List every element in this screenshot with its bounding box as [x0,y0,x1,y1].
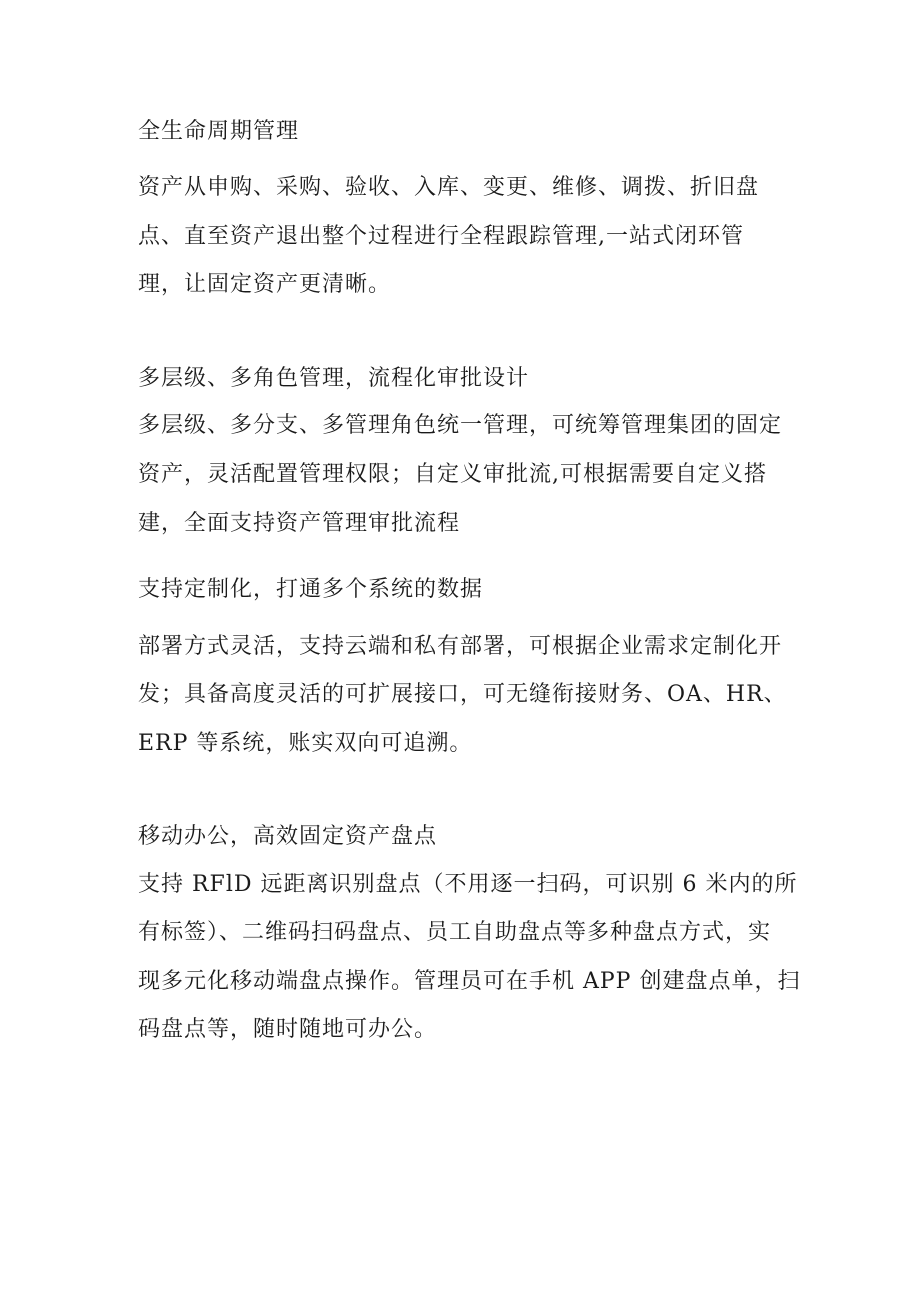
section-heading: 多层级、多角色管理，流程化审批设计 [138,366,530,391]
section-heading: 全生命周期管理 [138,119,300,144]
paragraph-line: 资产，灵活配置管理权限；自定义审批流,可根据需要自定义搭 [138,462,767,487]
paragraph-line: 建，全面支持资产管理审批流程 [138,511,461,536]
paragraph-line: 有标签）、二维码扫码盘点、员工自助盘点等多种盘点方式，实 [138,920,772,945]
paragraph-line: 码盘点等，随时随地可办公。 [138,1017,438,1042]
section-heading: 支持定制化，打通多个系统的数据 [138,577,484,602]
paragraph-line: 发；具备高度灵活的可扩展接口，可无缝衔接财务、OA、HR、 [138,682,787,707]
paragraph-line: 理，让固定资产更清晰。 [138,272,392,297]
section-heading: 移动办公，高效固定资产盘点 [138,824,438,849]
paragraph-line: 多层级、多分支、多管理角色统一管理，可统筹管理集团的固定 [138,413,783,438]
paragraph-line: 支持 RFlD 远距离识别盘点（不用逐一扫码，可识别 6 米内的所 [138,872,798,897]
paragraph-line: 部署方式灵活，支持云端和私有部署，可根据企业需求定制化开 [138,634,783,659]
paragraph-line: 点、直至资产退出整个过程进行全程跟踪管理,一站式闭环管 [138,224,744,249]
paragraph-line: ERP 等系统，账实双向可追溯。 [138,731,473,756]
paragraph-line: 现多元化移动端盘点操作。管理员可在手机 APP 创建盘点单，扫 [138,969,801,994]
paragraph-line: 资产从申购、采购、验收、入库、变更、维修、调拨、折旧盘 [138,175,760,200]
